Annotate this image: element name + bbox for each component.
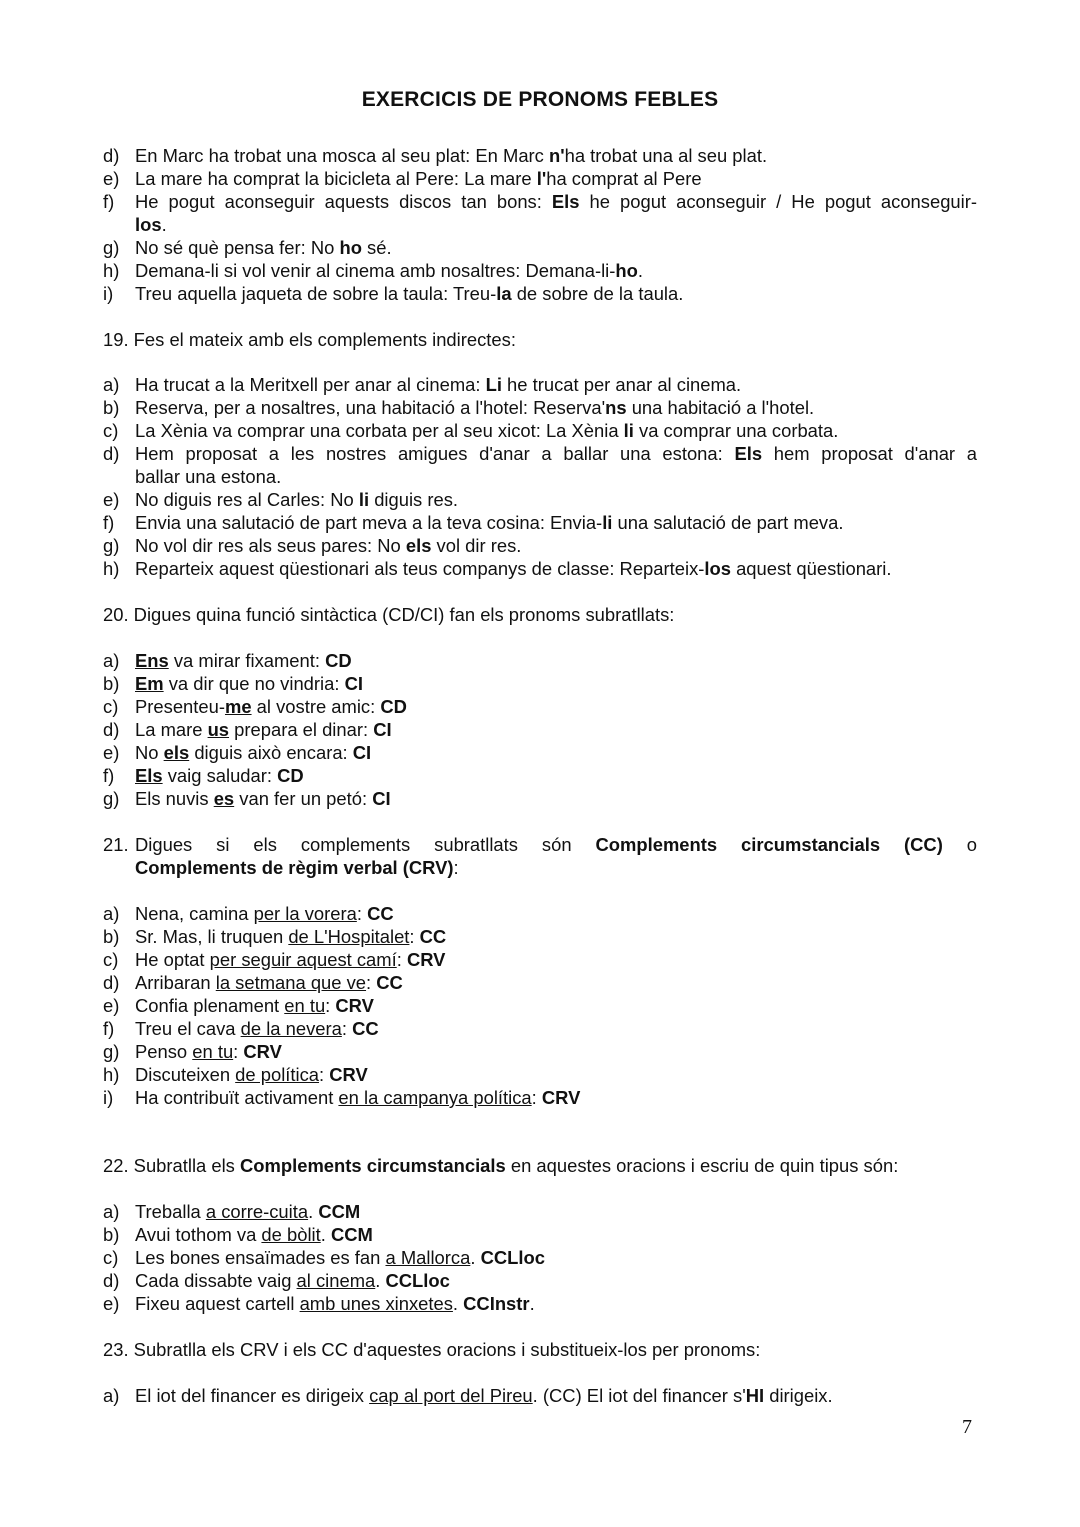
item-label: h) [103, 1064, 120, 1085]
underlined-text: en la campanya política [338, 1087, 532, 1108]
item-label: e) [103, 489, 120, 510]
bold-text: CC [419, 926, 447, 947]
bold-text: CCLloc [385, 1270, 450, 1291]
text-run: al vostre amic: [251, 696, 381, 717]
text-run: No [135, 742, 164, 763]
underlined-text: Els [135, 765, 163, 786]
text-run: Demana-li si vol venir al cinema amb nosaltres: Demana-li- [135, 260, 616, 281]
text-run: hem proposat d'anar a [762, 443, 977, 464]
bold-text: CRV [329, 1064, 368, 1085]
text-run: . [375, 1270, 386, 1291]
underlined-text: us [207, 719, 230, 740]
underlined-text: de L'Hospitalet [288, 926, 410, 947]
item-text [135, 925, 446, 948]
text-run: dirigeix. [764, 1385, 833, 1406]
text-run: Ha contribuït activament [135, 1087, 339, 1108]
item-text [135, 1292, 535, 1315]
item-label: e) [103, 168, 120, 189]
item-label: i) [103, 1087, 114, 1108]
heading-text: 19. Fes el mateix amb els complements indirectes: [103, 329, 516, 350]
item-label: e) [103, 742, 120, 763]
text-run: . (CC) El iot del financer s' [532, 1385, 746, 1406]
item-text [135, 994, 374, 1017]
item-text [135, 1086, 580, 1109]
item-text [135, 1246, 545, 1269]
text-run: : [325, 995, 336, 1016]
text-run: una habitació a l'hotel. [626, 397, 815, 418]
text-run: : [319, 1064, 330, 1085]
text-run: : [341, 1018, 353, 1039]
bold-text: li [602, 512, 613, 533]
underlined-text: me [224, 696, 252, 717]
item-label: h) [103, 260, 120, 281]
text-run: sé. [361, 237, 392, 258]
item-label: e) [103, 995, 120, 1016]
item-label: b) [103, 926, 120, 947]
bold-text: CD [277, 765, 304, 786]
item-text [135, 1269, 450, 1292]
text-run: : [356, 903, 368, 924]
text-run: Hem proposat a les nostres amigues d'anar a ballar una estona: [135, 443, 735, 464]
bold-text: CCM [330, 1224, 373, 1245]
item-text [135, 1384, 833, 1407]
text-run: Les bones ensaïmades es fan [135, 1247, 386, 1268]
page-title: EXERCICIS DE PRONOMS FEBLES [361, 88, 719, 111]
text-run: va comprar una corbata. [633, 420, 839, 441]
bold-text: CRV [541, 1087, 581, 1108]
item-text [135, 419, 838, 442]
item-label: f) [103, 1018, 115, 1039]
text-run: ha trobat una al seu plat. [564, 145, 768, 166]
text-run: : [531, 1087, 542, 1108]
item-label: a) [103, 650, 120, 671]
text-run: Reparteix aquest qüestionari als teus companys de classe: Reparteix- [135, 558, 705, 579]
text-run: : [233, 1041, 244, 1062]
item-label: h) [103, 558, 120, 579]
text-run: Treu el cava [135, 1018, 241, 1039]
text-run: . [161, 214, 167, 235]
item-text [135, 442, 977, 465]
bold-text: CRV [335, 995, 374, 1016]
text-run: Avui tothom va [135, 1224, 262, 1245]
underlined-text: Em [135, 673, 164, 694]
bold-text: li [358, 489, 370, 510]
item-text [135, 741, 371, 764]
item-label: c) [103, 696, 119, 717]
underlined-text: amb unes xinxetes [299, 1293, 453, 1314]
text-run: : [453, 857, 459, 878]
bold-text: Li [485, 374, 502, 395]
text-run: En Marc ha trobat una mosca al seu plat: En Marc [135, 145, 549, 166]
text-run: Arribaran [135, 972, 216, 993]
bold-text: CD [380, 696, 407, 717]
text-run: prepara el dinar: [229, 719, 374, 740]
heading-text [135, 856, 459, 879]
underlined-text: de bòlit [261, 1224, 321, 1245]
text-run: Digues si els complements subratllats són [135, 834, 596, 855]
item-text [135, 649, 352, 672]
text-run: He optat [135, 949, 210, 970]
text-run: Presenteu- [135, 696, 225, 717]
item-label: c) [103, 1247, 119, 1268]
bold-text: la [496, 283, 512, 304]
text-run: El iot del financer es dirigeix [135, 1385, 370, 1406]
text-run: o [942, 834, 977, 855]
item-text [135, 1017, 379, 1040]
text-run: . [529, 1293, 535, 1314]
text-run: : [409, 926, 420, 947]
item-label: g) [103, 535, 120, 556]
item-text [135, 213, 167, 236]
text-run: Reserva, per a nosaltres, una habitació a l'hotel: Reserva' [135, 397, 606, 418]
text-run: La mare ha comprat la bicicleta al Pere: La mare [135, 168, 537, 189]
item-label: c) [103, 949, 119, 970]
item-text [135, 144, 767, 167]
text-run: Confia plenament [135, 995, 285, 1016]
bold-text: n' [549, 145, 565, 166]
underlined-text: cap al port del Pireu [369, 1385, 533, 1406]
item-text [135, 948, 445, 971]
item-label: d) [103, 972, 120, 993]
text-run: No vol dir res als seus pares: No [135, 535, 406, 556]
bold-text: los [135, 214, 162, 235]
bold-text: los [704, 558, 731, 579]
text-run: diguis això encara: [189, 742, 353, 763]
underlined-text: de la nevera [240, 1018, 342, 1039]
text-run: Ha trucat a la Meritxell per anar al cinema: [135, 374, 486, 395]
text-run: vol dir res. [431, 535, 522, 556]
item-text [135, 695, 407, 718]
bold-text: CCLloc [480, 1247, 545, 1268]
text-run: Treballa [135, 1201, 206, 1222]
item-label: f) [103, 512, 115, 533]
text-run: . [320, 1224, 331, 1245]
bold-text: li [623, 420, 634, 441]
heading-text [135, 833, 977, 856]
underlined-text: a corre-cuita [205, 1201, 309, 1222]
bold-text: CI [352, 742, 372, 763]
item-label: g) [103, 237, 120, 258]
item-label: f) [103, 191, 115, 212]
item-label: a) [103, 374, 120, 395]
bold-text: CCM [318, 1201, 361, 1222]
item-text [135, 259, 643, 282]
item-label: d) [103, 443, 120, 464]
item-label: f) [103, 765, 115, 786]
item-text [135, 1063, 368, 1086]
item-label: c) [103, 420, 119, 441]
text-run: : [366, 972, 377, 993]
underlined-text: els [163, 742, 190, 763]
item-text [135, 373, 741, 396]
text-run: La Xènia va comprar una corbata per al seu xicot: La Xènia [135, 420, 624, 441]
text-run: diguis res. [369, 489, 459, 510]
underlined-text: en tu [284, 995, 326, 1016]
text-run: Cada dissabte vaig [135, 1270, 297, 1291]
heading-text: 20. Digues quina funció sintàctica (CD/CI) fan els pronoms subratllats: [103, 604, 675, 625]
item-label: a) [103, 1385, 120, 1406]
item-text [135, 971, 403, 994]
bold-text: CC [352, 1018, 379, 1039]
text-run: . [308, 1201, 319, 1222]
underlined-text: per seguir aquest camí [209, 949, 397, 970]
item-text [135, 672, 363, 695]
item-text [135, 190, 977, 213]
item-text [135, 167, 702, 190]
item-text [135, 1223, 373, 1246]
page-number: 7 [962, 1416, 972, 1438]
item-text [135, 787, 391, 810]
item-text [135, 557, 891, 580]
text-run: Treu aquella jaqueta de sobre la taula: Treu- [135, 283, 497, 304]
bold-text: Complements de règim verbal (CRV) [135, 857, 454, 878]
heading-text: 23. Subratlla els CRV i els CC d'aquestes oracions i substitueix-los per pronoms: [103, 1339, 761, 1360]
bold-text: els [405, 535, 432, 556]
text-run: de sobre de la taula. [511, 283, 684, 304]
item-text [135, 1040, 282, 1063]
underlined-text: de política [235, 1064, 320, 1085]
bold-text: CC [376, 972, 403, 993]
item-text [135, 488, 458, 511]
text-run: No sé què pensa fer: No [135, 237, 340, 258]
item-text [135, 902, 394, 925]
bold-text: ns [605, 397, 627, 418]
text-run: 22. Subratlla els [103, 1155, 240, 1176]
underlined-text: la setmana que ve [215, 972, 367, 993]
item-label: d) [103, 145, 120, 166]
item-label: g) [103, 1041, 120, 1062]
text-run: va dir que no vindria: [163, 673, 345, 694]
item-text [135, 396, 814, 419]
underlined-text: en tu [192, 1041, 234, 1062]
bold-text: CI [372, 788, 391, 809]
text-run: ballar una estona. [135, 466, 282, 487]
bold-text: Els [551, 191, 580, 212]
item-text [135, 1200, 360, 1223]
bold-text: l' [536, 168, 547, 189]
heading-number: 21. [103, 834, 129, 855]
item-text [135, 764, 304, 787]
bold-text: HI [745, 1385, 765, 1406]
item-text [135, 511, 843, 534]
item-label: i) [103, 283, 114, 304]
text-run: La mare [135, 719, 208, 740]
text-run: Fixeu aquest cartell [135, 1293, 300, 1314]
item-label: a) [103, 1201, 120, 1222]
item-label: b) [103, 397, 120, 418]
text-run: va mirar fixament: [168, 650, 326, 671]
text-run: . [637, 260, 643, 281]
text-run: vaig saludar: [162, 765, 278, 786]
item-text [135, 465, 281, 488]
bold-text: CD [325, 650, 352, 671]
text-run: ha comprat al Pere [546, 168, 702, 189]
text-run: he pogut aconseguir / He pogut aconseguir- [579, 191, 977, 212]
bold-text: CRV [243, 1041, 282, 1062]
item-label: d) [103, 719, 120, 740]
text-run: aquest qüestionari. [730, 558, 892, 579]
text-run: . [470, 1247, 481, 1268]
item-label: b) [103, 1224, 120, 1245]
item-label: e) [103, 1293, 120, 1314]
underlined-text: Ens [135, 650, 169, 671]
underlined-text: per la vorera [253, 903, 357, 924]
bold-text: ho [339, 237, 362, 258]
item-label: b) [103, 673, 120, 694]
item-label: g) [103, 788, 120, 809]
bold-text: CRV [406, 949, 446, 970]
item-text [135, 718, 392, 741]
underlined-text: al cinema [296, 1270, 376, 1291]
bold-text: Complements circumstancials (CC) [595, 834, 943, 855]
bold-text: CC [367, 903, 394, 924]
text-run: Envia una salutació de part meva a la teva cosina: Envia- [135, 512, 603, 533]
item-text [135, 534, 521, 557]
item-label: d) [103, 1270, 120, 1291]
bold-text: CI [344, 673, 363, 694]
item-text [135, 236, 392, 259]
text-run: he trucat per anar al cinema. [501, 374, 742, 395]
bold-text: Els [734, 443, 763, 464]
bold-text: CCInstr [463, 1293, 530, 1314]
underlined-text: a Mallorca [385, 1247, 471, 1268]
item-text [135, 282, 683, 305]
text-run: Nena, camina [135, 903, 254, 924]
bold-text: Complements circumstancials [240, 1155, 506, 1176]
text-run: . [452, 1293, 464, 1314]
text-run: : [396, 949, 407, 970]
text-run: No diguis res al Carles: No [135, 489, 359, 510]
bold-text: ho [615, 260, 638, 281]
text-run: Penso [135, 1041, 193, 1062]
text-run: Discuteixen [135, 1064, 236, 1085]
text-run: Sr. Mas, li truquen [135, 926, 289, 947]
item-label: a) [103, 903, 120, 924]
text-run: una salutació de part meva. [612, 512, 844, 533]
heading-text [103, 1154, 898, 1177]
text-run: He pogut aconseguir aquests discos tan bons: [135, 191, 552, 212]
text-run: van fer un petó: [234, 788, 373, 809]
bold-text: CI [373, 719, 392, 740]
text-run: en aquestes oracions i escriu de quin tipus són: [505, 1155, 899, 1176]
underlined-text: es [213, 788, 235, 809]
text-run: Els nuvis [135, 788, 214, 809]
